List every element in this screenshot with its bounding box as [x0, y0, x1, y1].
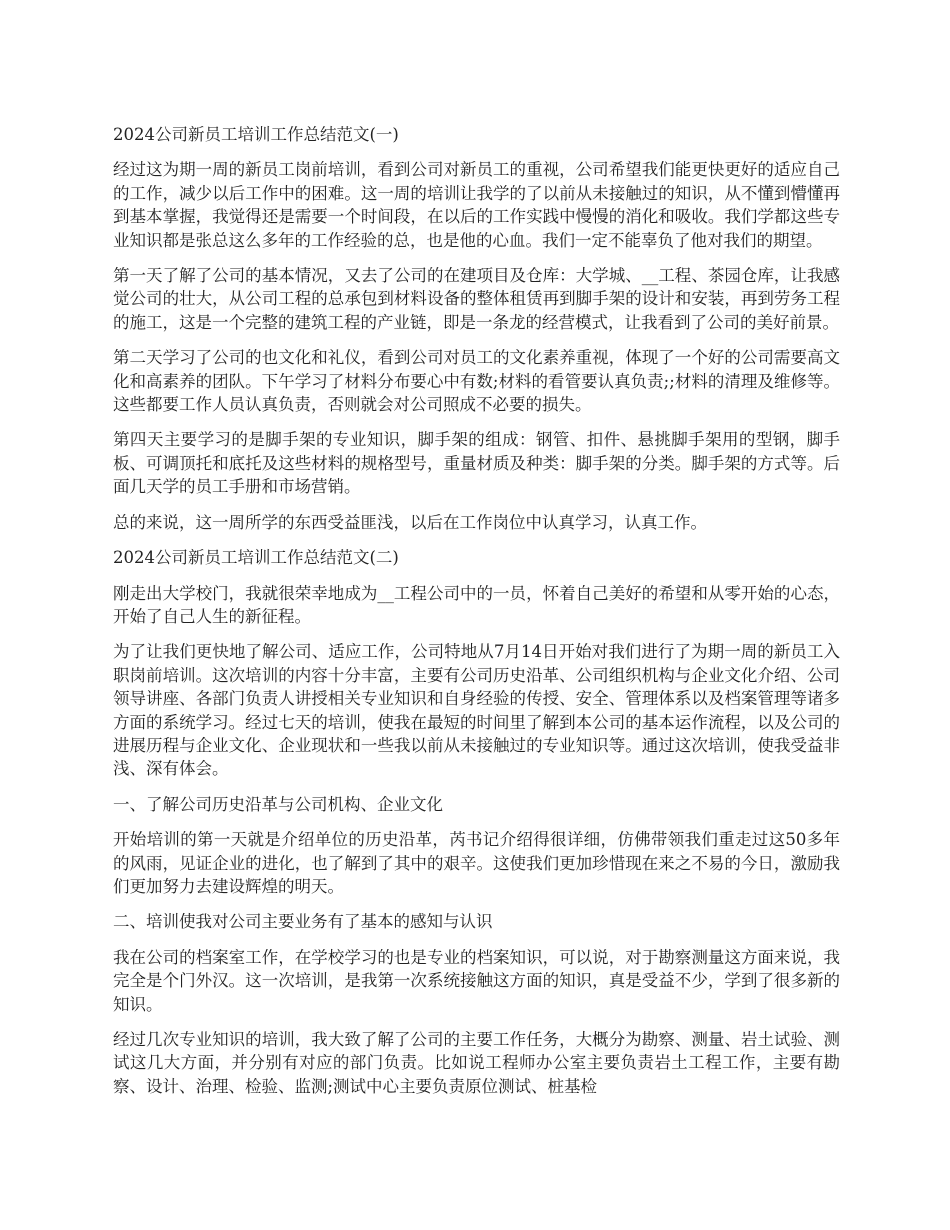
paragraph: 第一天了解了公司的基本情况，又去了公司的在建项目及仓库：大学城、__工程、茶园仓库，让我感觉公司的壮大，从公司工程的总承包到材料设备的整体租赁再到脚手架的设计和安装，再到劳务工程的施工，这是一个完整的建筑工程的产业链，即是一条龙的经营模式，让我看到了公司的美好前景。 [113, 266, 840, 332]
paragraph: 经过几次专业知识的培训，我大致了解了公司的主要工作任务，大概分为勘察、测量、岩土试验、测试这几大方面，并分别有对应的部门负责。比如说工程师办公室主要负责岩土工程工作，主要有勘察、设计、治理、检验、监测;测试中心主要负责原位测试、桩基检 [113, 1030, 840, 1096]
paragraph: 刚走出大学校门，我就很荣幸地成为__工程公司中的一员，怀着自己美好的希望和从零开始的心态，开始了自己人生的新征程。 [113, 583, 840, 626]
section-heading: 2024公司新员工培训工作总结范文(一) [113, 125, 399, 144]
subsection-heading: 二、培训使我对公司主要业务有了基本的感知与认识 [113, 912, 493, 932]
paragraph: 第二天学习了公司的也文化和礼仪，看到公司对员工的文化素养重视，体现了一个好的公司需要高文化和高素养的团队。下午学习了材料分布要心中有数;材料的看管要认真负责;;材料的清理及维修等。这些都要工作人员认真负责，否则就会对公司照成不必要的损失。 [113, 348, 840, 415]
paragraph: 为了让我们更快地了解公司、适应工作，公司特地从7月14日开始对我们进行了为期一周的新员工入职岗前培训。这次培训的内容十分丰富，主要有公司历史沿革、公司组织机构与企业文化介绍、公司领导讲座、各部门负责人讲授相关专业知识和自身经验的传授、安全、管理体系以及档案管理等诸多方面的系统学习。经过七天的培训，使我在最短的时间里了解到本公司的基本运作流程，以及公司的进展历程与企业文化、企业现状和一些我以前从未接触过的专业知识等。通过这次培训，使我受益非浅、深有体会。 [113, 642, 840, 779]
paragraph: 总的来说，这一周所学的东西受益匪浅，以后在工作岗位中认真学习，认真工作。 [113, 512, 707, 532]
subsection-heading: 一、了解公司历史沿革与公司机构、企业文化 [113, 794, 443, 814]
document-page [113, 123, 840, 1110]
paragraph: 经过这为期一周的新员工岗前培训，看到公司对新员工的重视，公司希望我们能更快更好的适应自己的工作，减少以后工作中的困难。这一周的培训让我学的了以前从未接触过的知识，从不懂到懵懂再到基本掌握，我觉得还是需要一个时间段，在以后的工作实践中慢慢的消化和吸收。我们学都这些专业知识都是张总这么多年的工作经验的总，也是他的心血。我们一定不能辜负了他对我们的期望。 [113, 160, 840, 250]
section-heading: 2024公司新员工培训工作总结范文(二) [113, 548, 399, 568]
paragraph: 开始培训的第一天就是介绍单位的历史沿革，芮书记介绍得很详细，仿佛带领我们重走过这50多年的风雨，见证企业的进化，也了解到了其中的艰辛。这使我们更加珍惜现在来之不易的今日，激励我们更加努力去建设辉煌的明天。 [113, 830, 840, 896]
paragraph: 第四天主要学习的是脚手架的专业知识，脚手架的组成：钢管、扣件、悬挑脚手架用的型钢，脚手板、可调顶托和底托及这些材料的规格型号，重量材质及种类：脚手架的分类。脚手架的方式等。后面几天学的员工手册和市场营销。 [113, 430, 840, 497]
paragraph: 我在公司的档案室工作，在学校学习的也是专业的档案知识，可以说，对于勘察测量这方面来说，我完全是个门外汉。这一次培训，是我第一次系统接触这方面的知识，真是受益不少，学到了很多新的知识。 [113, 947, 840, 1014]
